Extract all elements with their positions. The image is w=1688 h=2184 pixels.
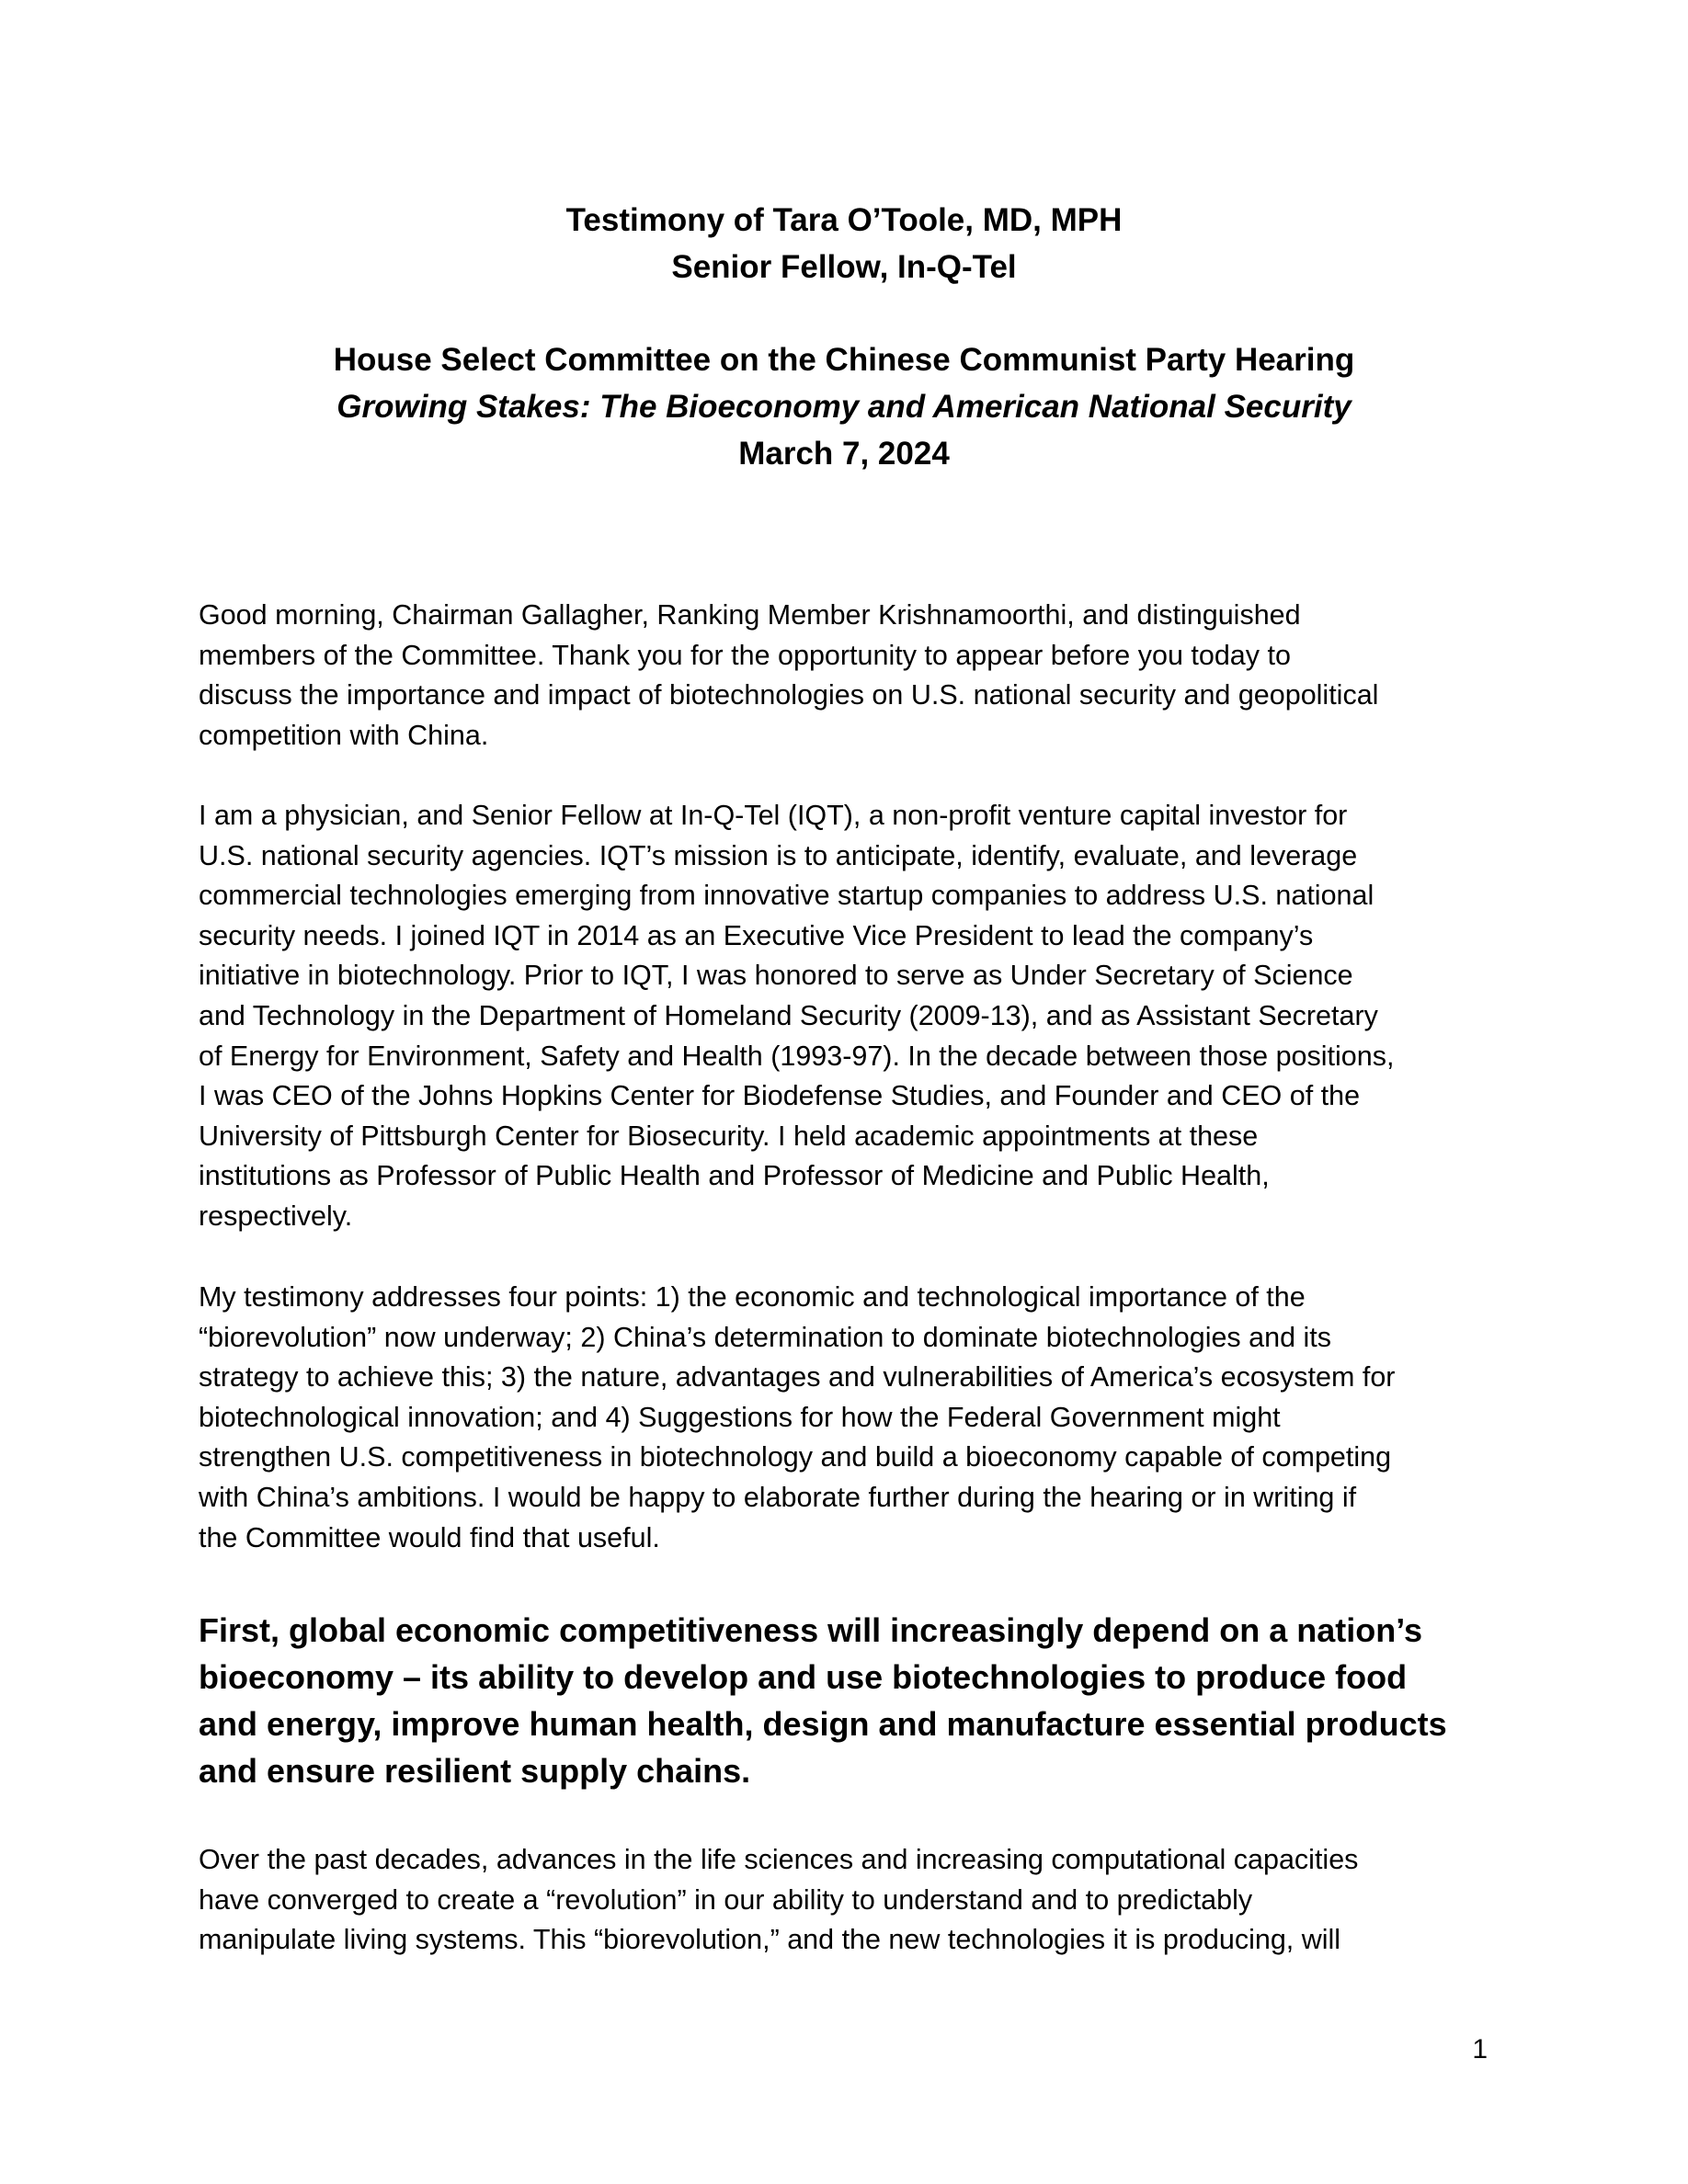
text-line: I am a physician, and Senior Fellow at In-Q-Tel (IQT), a non-profit venture capital investor for [199,800,1348,831]
text-line: competition with China. [199,719,489,751]
text-line: of Energy for Environment, Safety and Health (1993-97). In the decade between those positions, [199,1040,1395,1072]
testimony-header [0,197,1688,290]
testimony-author-line: Testimony of Tara O’Toole, MD, MPH [565,202,1123,238]
text-line: commercial technologies emerging from innovative startup companies to address U.S. national [199,880,1374,912]
section-heading [199,1607,1495,1794]
text-line: and Technology in the Department of Homeland Security (2009-13), and as Assistant Secretary [199,999,1378,1031]
text-line: University of Pittsburgh Center for Biosecurity. I held academic appointments at these [199,1120,1259,1152]
text-line: U.S. national security agencies. IQT’s mission is to anticipate, identify, evaluate, and leverage [199,839,1358,871]
text-line: security needs. I joined IQT in 2014 as an Executive Vice President to lead the company’s [199,919,1314,951]
text-line: with China’s ambitions. I would be happy to elaborate further during the hearing or in writing if [199,1481,1357,1513]
text-line: Over the past decades, advances in the life sciences and increasing computational capacities [199,1844,1359,1875]
text-line: initiative in biotechnology. Prior to IQT, I was honored to serve as Under Secretary of Science [199,960,1353,992]
committee-line: House Select Committee on the Chinese Communist Party Hearing [333,342,1355,378]
text-line: Good morning, Chairman Gallagher, Ranking Member Krishnamoorthi, and distinguished [199,599,1301,631]
text-line: biotechnological innovation; and 4) Suggestions for how the Federal Government might [199,1401,1281,1433]
hearing-title: Growing Stakes: The Bioeconomy and American National Security [336,389,1352,425]
paragraph-biorevolution [199,1840,1495,1961]
heading-line: bioeconomy – its ability to develop and use biotechnologies to produce food [199,1658,1408,1696]
text-line: My testimony addresses four points: 1) the economic and technological importance of the [199,1281,1306,1313]
author-affiliation-line: Senior Fellow, In-Q-Tel [671,249,1017,285]
paragraph-background [199,796,1495,1237]
heading-line: and ensure resilient supply chains. [199,1752,751,1790]
text-line: “biorevolution” now underway; 2) China’s determination to dominate biotechnologies and its [199,1321,1332,1353]
text-line: the Committee would find that useful. [199,1521,660,1553]
page-number: 1 [1472,2034,1488,2065]
paragraph-testimony-points [199,1278,1495,1558]
text-line: I was CEO of the Johns Hopkins Center for Biodefense Studies, and Founder and CEO of the [199,1080,1361,1112]
text-line: members of the Committee. Thank you for the opportunity to appear before you today to [199,639,1291,671]
text-line: institutions as Professor of Public Health and Professor of Medicine and Public Health, [199,1160,1270,1192]
heading-line: First, global economic competitiveness will increasingly depend on a nation’s [199,1611,1422,1649]
text-line: manipulate living systems. This “biorevolution,” and the new technologies it is producing, will [199,1924,1341,1956]
hearing-date: March 7, 2024 [738,436,950,472]
hearing-header [0,336,1688,477]
heading-line: and energy, improve human health, design and manufacture essential products [199,1705,1447,1743]
text-line: strategy to achieve this; 3) the nature, advantages and vulnerabilities of America’s ecosystem for [199,1361,1396,1393]
text-line: have converged to create a “revolution” in our ability to understand and to predictably [199,1883,1253,1916]
text-line: discuss the importance and impact of biotechnologies on U.S. national security and geopolitical [199,679,1379,711]
text-line: respectively. [199,1200,353,1232]
paragraph-greeting [199,596,1495,756]
text-line: strengthen U.S. competitiveness in biotechnology and build a bioeconomy capable of competing [199,1441,1392,1473]
